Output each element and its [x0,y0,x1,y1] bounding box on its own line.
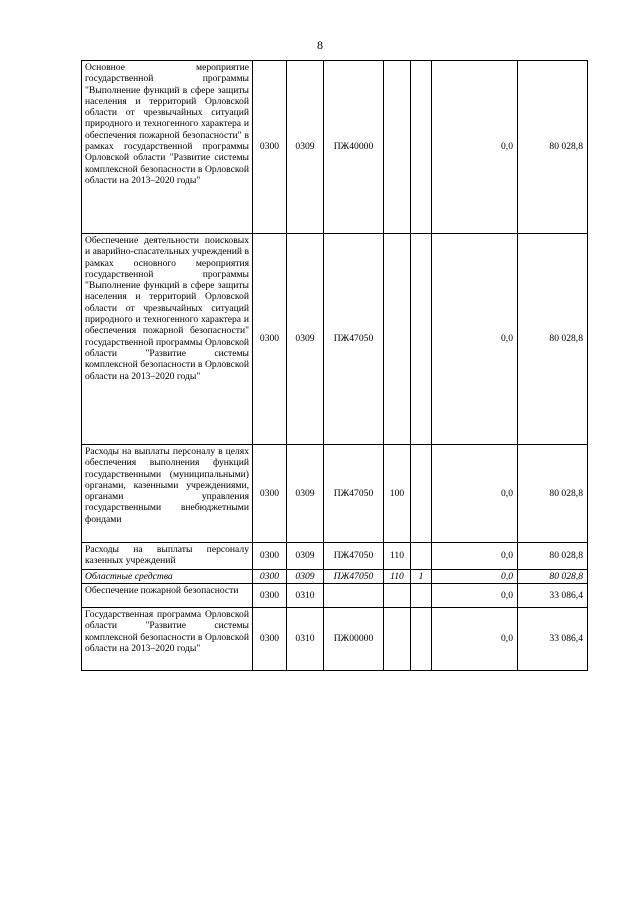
row-subsection-code: 0310 [287,608,324,671]
row-funding-source [411,445,432,543]
row-name: Расходы на выплаты персоналу казенных учреждений [82,543,253,570]
row-target-article: ПЖ40000 [324,61,384,234]
row-name: Областные средства [82,570,253,584]
row-subsection-code: 0309 [287,61,324,234]
row-funding-source [411,234,432,445]
row-subsection-code: 0310 [287,584,324,608]
row-expense-type [384,584,411,608]
row-expense-type: 110 [384,543,411,570]
row-section-code: 0300 [253,584,287,608]
table-row [82,608,588,671]
row-subsection-code: 0309 [287,570,324,584]
row-section-code: 0300 [253,570,287,584]
row-name: Обеспечение пожарной безопасности [82,584,253,608]
row-expense-type [384,608,411,671]
table-row [82,445,588,543]
row-target-article: ПЖ47050 [324,234,384,445]
row-section-code: 0300 [253,543,287,570]
budget-table [81,60,588,671]
row-value-1: 0,0 [432,584,518,608]
table-row [82,61,588,234]
row-expense-type: 110 [384,570,411,584]
row-value-2: 80 028,8 [518,543,588,570]
row-value-1: 0,0 [432,608,518,671]
row-name: Расходы на выплаты персоналу в целях обеспечения выполнения функций государственными (муниципальными) органами, казенными учреждениями, органами управления государственными внебюджетными фондами [82,445,253,543]
row-target-article: ПЖ47050 [324,543,384,570]
row-value-2: 80 028,8 [518,234,588,445]
row-expense-type [384,61,411,234]
row-section-code: 0300 [253,61,287,234]
row-value-2: 80 028,8 [518,570,588,584]
table-row [82,584,588,608]
row-name: Основное мероприятие государственной программы "Выполнение функций в сфере защиты населения и территорий Орловской области от чрезвычайных ситуаций природного и техногенного характера и обеспечения пожарной безопасности" в рамках государственной программы Орловской области "Развитие системы комплексной безопасности в Орловской области на 2013–2020 годы" [82,61,253,234]
row-name: Государственная программа Орловской области "Развитие системы комплексной безопасности в Орловской области на 2013–2020 годы" [82,608,253,671]
row-value-1: 0,0 [432,445,518,543]
row-name: Обеспечение деятельности поисковых и аварийно-спасательных учреждений в рамках основного мероприятия государственной программы "Выполнение функций в сфере защиты населения и территорий Орловской области от чрезвычайных ситуаций природного и техногенного характера и обеспечения пожарной безопасности" государственной программы Орловской области "Развитие системы комплексной безопасности в Орловской области на 2013–2020 годы" [82,234,253,445]
row-funding-source [411,608,432,671]
row-subsection-code: 0309 [287,543,324,570]
row-target-article: ПЖ00000 [324,608,384,671]
row-funding-source [411,584,432,608]
row-subsection-code: 0309 [287,445,324,543]
table-row [82,570,588,584]
row-value-1: 0,0 [432,543,518,570]
table-row [82,234,588,445]
row-funding-source [411,61,432,234]
row-value-2: 80 028,8 [518,445,588,543]
row-section-code: 0300 [253,608,287,671]
row-expense-type: 100 [384,445,411,543]
row-target-article: ПЖ47050 [324,570,384,584]
row-value-1: 0,0 [432,234,518,445]
row-section-code: 0300 [253,234,287,445]
row-target-article [324,584,384,608]
row-expense-type [384,234,411,445]
row-value-2: 80 028,8 [518,61,588,234]
row-value-2: 33 086,4 [518,608,588,671]
row-subsection-code: 0309 [287,234,324,445]
row-section-code: 0300 [253,445,287,543]
row-funding-source [411,543,432,570]
row-value-1: 0,0 [432,570,518,584]
page-number: 8 [317,38,323,52]
row-value-2: 33 086,4 [518,584,588,608]
row-value-1: 0,0 [432,61,518,234]
row-funding-source: 1 [411,570,432,584]
row-target-article: ПЖ47050 [324,445,384,543]
table-row [82,543,588,570]
